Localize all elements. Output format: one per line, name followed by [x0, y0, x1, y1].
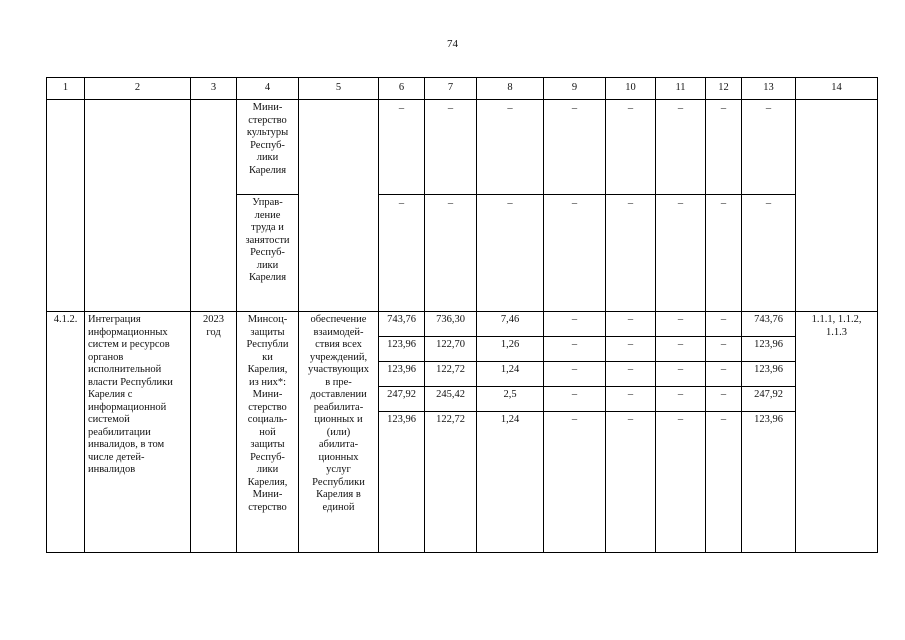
empty-cell: [606, 436, 656, 552]
value-cell: –: [477, 195, 544, 312]
empty-cell: [191, 100, 237, 312]
value-cell: 123,96: [379, 412, 425, 437]
col-header-2: 2: [85, 78, 191, 100]
value-cell: 1,24: [477, 412, 544, 437]
empty-cell: [425, 436, 477, 552]
value-cell: –: [656, 100, 706, 195]
value-cell: 247,92: [742, 387, 796, 412]
entry-year: 2023 год: [191, 312, 237, 553]
entry-links: 1.1.1, 1.1.2, 1.1.3: [796, 312, 878, 553]
value-cell: –: [656, 412, 706, 437]
value-cell: –: [706, 362, 742, 387]
value-cell: 123,96: [379, 337, 425, 362]
col-header-12: 12: [706, 78, 742, 100]
value-cell: –: [544, 412, 606, 437]
value-cell: 123,96: [742, 362, 796, 387]
empty-cell: [706, 436, 742, 552]
entry-executor: Минсоц- защиты Республи ки Карелия, из них*: Мини- стерство социаль- ной защиты Респуб- лики Карелия, Мини- стерство: [237, 312, 299, 553]
value-cell: –: [656, 387, 706, 412]
value-cell: –: [742, 195, 796, 312]
value-cell: 122,72: [425, 362, 477, 387]
value-cell: –: [606, 362, 656, 387]
col-header-6: 6: [379, 78, 425, 100]
page-number: 74: [447, 38, 458, 50]
col-header-5: 5: [299, 78, 379, 100]
value-cell: 1,26: [477, 337, 544, 362]
value-cell: –: [544, 100, 606, 195]
table-row: [47, 312, 878, 337]
value-cell: 2,5: [477, 387, 544, 412]
value-cell: –: [606, 195, 656, 312]
entry-number: 4.1.2.: [47, 312, 85, 553]
value-cell: –: [544, 387, 606, 412]
col-header-8: 8: [477, 78, 544, 100]
empty-cell: [656, 436, 706, 552]
column-number-row: [47, 78, 878, 100]
empty-cell: [796, 100, 878, 312]
value-cell: –: [477, 100, 544, 195]
value-cell: –: [544, 362, 606, 387]
col-header-4: 4: [237, 78, 299, 100]
value-cell: 1,24: [477, 362, 544, 387]
value-cell: –: [656, 337, 706, 362]
col-header-9: 9: [544, 78, 606, 100]
empty-cell: [477, 436, 544, 552]
col-header-14: 14: [796, 78, 878, 100]
value-cell: –: [656, 195, 706, 312]
value-cell: –: [606, 312, 656, 337]
entry-name: Интеграция информационных систем и ресурсов органов исполнительной власти Республики Карелия с информационной системой реабилитации инвалидов, в том числе детей-инвалидов: [85, 312, 191, 553]
value-cell: –: [606, 412, 656, 437]
value-cell: –: [706, 412, 742, 437]
executor-cell: Управ- ление труда и занятости Респуб- лики Карелия: [237, 195, 299, 312]
empty-cell: [47, 100, 85, 312]
value-cell: –: [606, 387, 656, 412]
value-cell: 247,92: [379, 387, 425, 412]
col-header-11: 11: [656, 78, 706, 100]
col-header-13: 13: [742, 78, 796, 100]
value-cell: –: [379, 100, 425, 195]
value-cell: –: [544, 195, 606, 312]
value-cell: –: [742, 100, 796, 195]
entry-purpose: обеспечение взаимодей- ствия всех учреждений, участвующих в пре- доставлении реабилита- ционных и (или) абилита- ционных услуг Республики Карелия в единой: [299, 312, 379, 553]
value-cell: –: [379, 195, 425, 312]
empty-cell: [379, 436, 425, 552]
value-cell: 743,76: [742, 312, 796, 337]
value-cell: 122,70: [425, 337, 477, 362]
empty-cell: [85, 100, 191, 312]
value-cell: 122,72: [425, 412, 477, 437]
col-header-1: 1: [47, 78, 85, 100]
col-header-3: 3: [191, 78, 237, 100]
empty-cell: [299, 100, 379, 312]
value-cell: –: [706, 387, 742, 412]
empty-cell: [544, 436, 606, 552]
value-cell: –: [425, 195, 477, 312]
col-header-10: 10: [606, 78, 656, 100]
col-header-7: 7: [425, 78, 477, 100]
value-cell: 123,96: [742, 337, 796, 362]
empty-cell: [742, 436, 796, 552]
value-cell: –: [606, 337, 656, 362]
value-cell: 743,76: [379, 312, 425, 337]
executor-cell: Мини- стерство культуры Респуб- лики Карелия: [237, 100, 299, 195]
value-cell: –: [656, 312, 706, 337]
value-cell: –: [706, 312, 742, 337]
value-cell: –: [706, 337, 742, 362]
value-cell: 736,30: [425, 312, 477, 337]
value-cell: –: [656, 362, 706, 387]
value-cell: –: [706, 100, 742, 195]
value-cell: 7,46: [477, 312, 544, 337]
value-cell: 123,96: [379, 362, 425, 387]
budget-table: [46, 77, 878, 553]
value-cell: –: [544, 312, 606, 337]
value-cell: 245,42: [425, 387, 477, 412]
value-cell: 123,96: [742, 412, 796, 437]
value-cell: –: [606, 100, 656, 195]
value-cell: –: [425, 100, 477, 195]
table-row: [47, 100, 878, 195]
value-cell: –: [544, 337, 606, 362]
value-cell: –: [706, 195, 742, 312]
